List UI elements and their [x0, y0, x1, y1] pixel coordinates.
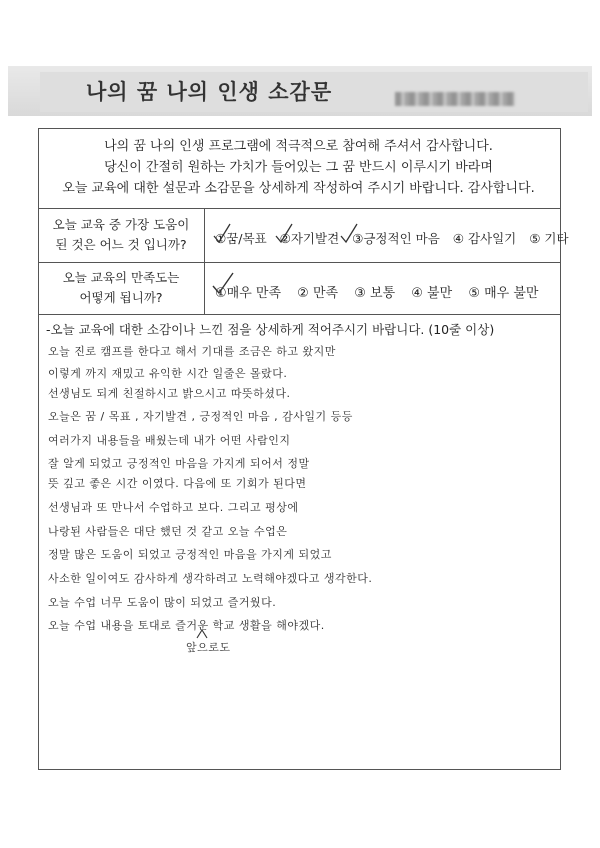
q1-option[interactable]: ③긍정적인 마음: [352, 231, 440, 246]
q2-option[interactable]: ④ 불만: [411, 286, 453, 301]
question-1-line1: 오늘 교육 중 가장 도움이: [52, 217, 190, 232]
q1-option[interactable]: ②자기발견: [279, 231, 340, 246]
q2-option[interactable]: ①매우 만족: [215, 286, 282, 301]
intro-line: 오늘 교육에 대한 설문과 소감문을 상세하게 작성하여 주시기 바랍니다. 감사합니다.: [62, 181, 535, 196]
page-title: 나의 꿈 나의 인생 소감문: [86, 80, 333, 104]
handwritten-line: 이렇게 까지 재밌고 유익한 시간 일줄은 몰랐다.: [48, 367, 288, 380]
handwritten-line: 오늘 수업 너무 도움이 많이 되었고 즐거웠다.: [48, 596, 277, 609]
handwritten-line: 오늘은 꿈 / 목표 , 자기발견 , 긍정적인 마음 , 감사일기 등등: [48, 410, 353, 423]
question-1-line2: 된 것은 어느 것 입니까?: [55, 237, 187, 252]
check-mark-1: [214, 224, 230, 242]
q2-option[interactable]: ③ 보통: [354, 286, 396, 301]
handwritten-line: 정말 많은 도움이 되었고 긍정적인 마음을 가지게 되었고: [48, 548, 332, 561]
q1-option[interactable]: ⑤ 기타: [529, 231, 569, 246]
handwritten-insert: 앞으로도: [186, 641, 231, 654]
q2-option[interactable]: ② 만족: [297, 286, 339, 301]
insert-caret: [197, 630, 207, 638]
handwritten-line: 여러가지 내용들을 배웠는데 내가 어떤 사람인지: [48, 434, 291, 447]
q2-option[interactable]: ⑤ 매우 불만: [468, 286, 539, 301]
handwritten-line: 오늘 진로 캠프를 한다고 해서 기대를 조금은 하고 왔지만: [48, 345, 336, 358]
handwritten-line: 뜻 깊고 좋은 시간 이였다. 다음에 또 기회가 된다면: [48, 477, 307, 490]
check-mark-3: [341, 224, 357, 242]
intro-line: 나의 꿈 나의 인생 프로그램에 적극적으로 참여해 주셔서 감사합니다.: [104, 139, 493, 154]
handwritten-line: 선생님과 또 만나서 수업하고 보다. 그리고 평상에: [48, 501, 299, 514]
handwritten-line: 오늘 수업 내용을 토대로 즐거운 학교 생활을 해야겠다.: [48, 619, 325, 632]
essay-prompt: -오늘 교육에 대한 소감이나 느낀 점을 상세하게 적어주시기 바랍니다. (10줄 이상): [46, 322, 495, 337]
q1-option[interactable]: ④ 감사일기: [452, 231, 517, 246]
question-2-line1: 오늘 교육의 만족도는: [62, 270, 180, 285]
question-2-line2: 어떻게 됩니까?: [79, 290, 163, 305]
check-mark-2: [276, 224, 292, 242]
handwritten-line: 선생님도 되게 친절하시고 밝으시고 따뜻하셨다.: [48, 387, 291, 400]
handwritten-line: 잘 알게 되었고 긍정적인 마음을 가지게 되어서 정말: [48, 457, 310, 470]
handwritten-line: 사소한 일이여도 감사하게 생각하려고 노력해야겠다고 생각한다.: [48, 572, 373, 585]
check-mark-4: [213, 273, 233, 293]
q1-option[interactable]: ①꿈/목표: [215, 231, 267, 246]
handwritten-line: 나랑된 사람들은 대단 했던 것 같고 오늘 수업은: [48, 525, 288, 538]
intro-line: 당신이 간절히 원하는 가치가 들어있는 그 꿈 반드시 이루시기 바라며: [104, 160, 493, 175]
